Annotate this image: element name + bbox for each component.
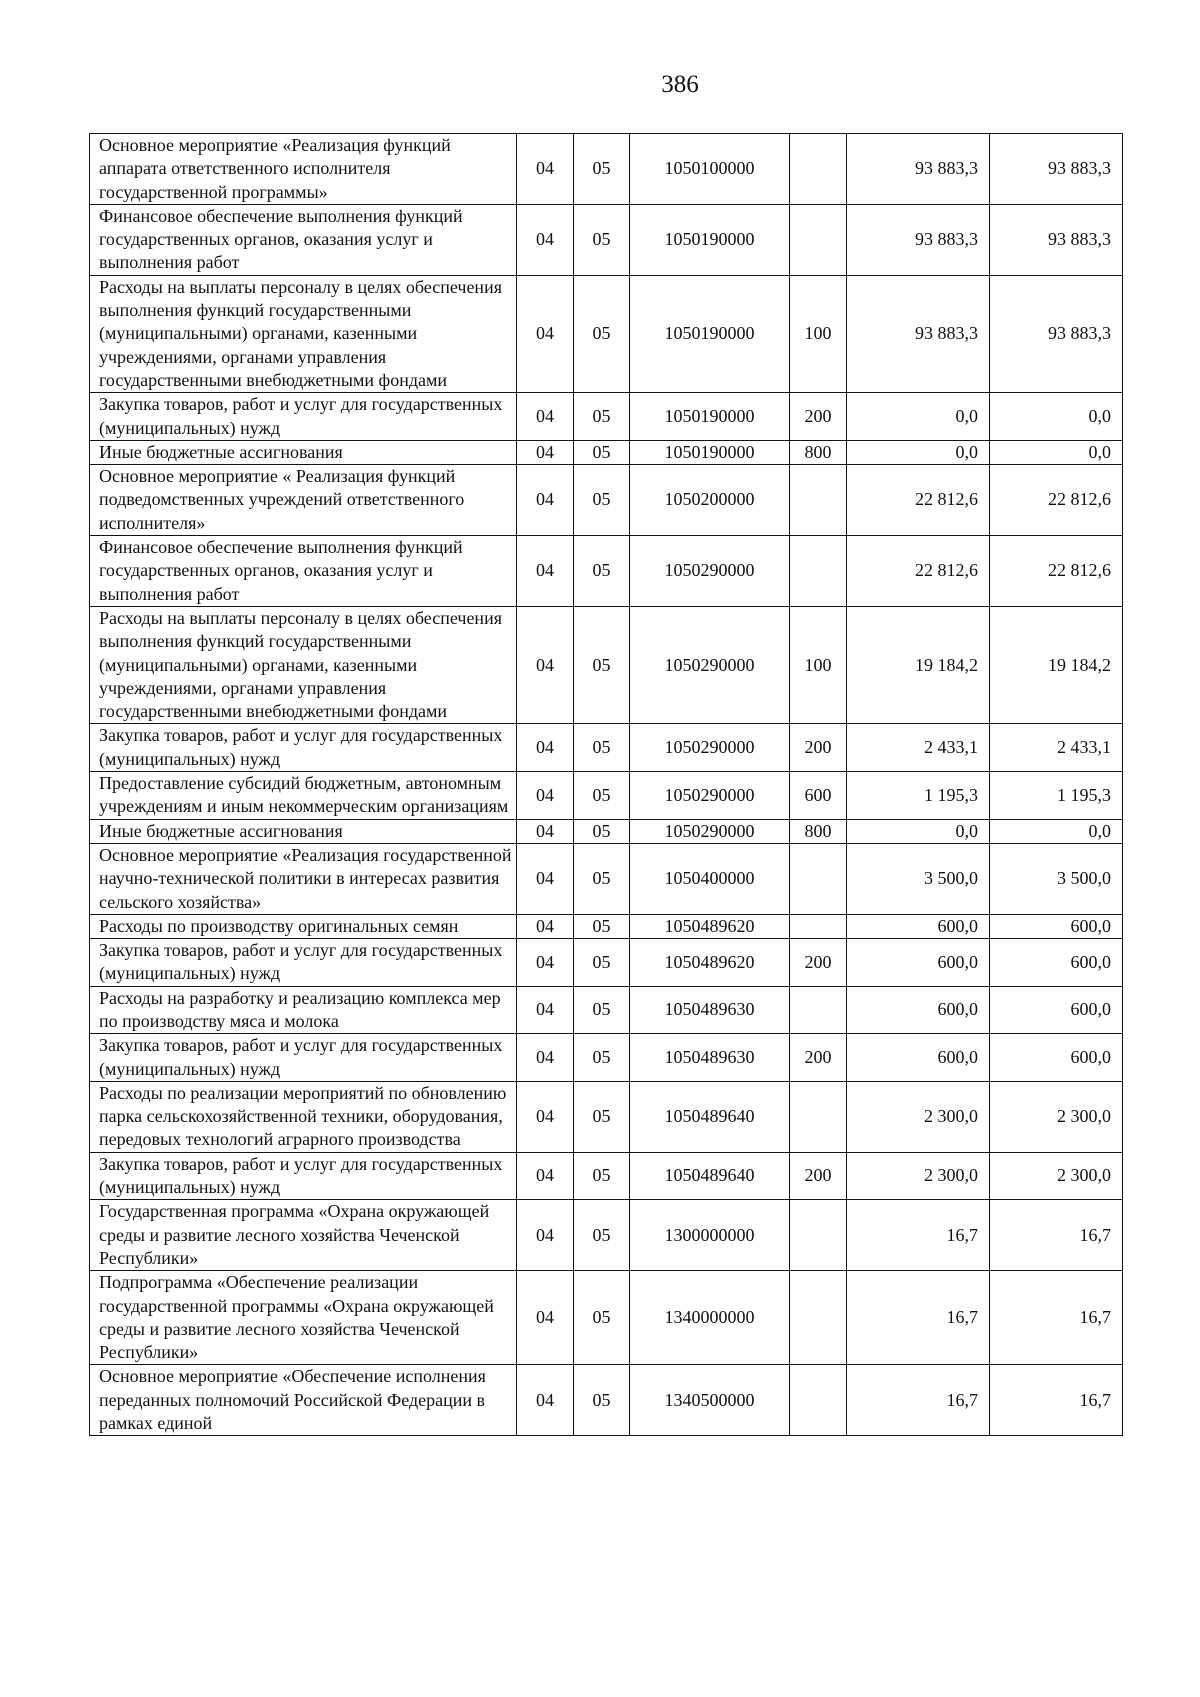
target-article-cell: 1050290000 xyxy=(630,606,790,723)
amount-cell-2: 600,0 xyxy=(990,1034,1123,1082)
table-body xyxy=(90,134,1123,1436)
expense-type-cell xyxy=(790,465,847,536)
budget-table xyxy=(89,133,1123,1436)
row-name-cell: Расходы на выплаты персоналу в целях обеспечения выполнения функций государственными (муниципальными) органами, казенными учреждениями, органами управления государственными внебюджетными фондами xyxy=(90,606,517,723)
subsection-code-cell: 05 xyxy=(574,465,630,536)
expense-type-cell: 100 xyxy=(790,275,847,392)
row-name-cell: Закупка товаров, работ и услуг для государственных (муниципальных) нужд xyxy=(90,1034,517,1082)
amount-cell-1: 2 433,1 xyxy=(847,724,990,772)
amount-cell-2: 22 812,6 xyxy=(990,465,1123,536)
table-row xyxy=(90,393,1123,441)
section-code-cell: 04 xyxy=(517,440,574,464)
subsection-code-cell: 05 xyxy=(574,914,630,938)
amount-cell-1: 600,0 xyxy=(847,939,990,987)
subsection-code-cell: 05 xyxy=(574,1034,630,1082)
subsection-code-cell: 05 xyxy=(574,536,630,607)
amount-cell-1: 3 500,0 xyxy=(847,843,990,914)
target-article-cell: 1050400000 xyxy=(630,843,790,914)
row-name-cell: Иные бюджетные ассигнования xyxy=(90,440,517,464)
target-article-cell: 1050290000 xyxy=(630,819,790,843)
section-code-cell: 04 xyxy=(517,134,574,205)
target-article-cell: 1050290000 xyxy=(630,772,790,820)
section-code-cell: 04 xyxy=(517,1271,574,1365)
subsection-code-cell: 05 xyxy=(574,843,630,914)
expense-type-cell: 800 xyxy=(790,819,847,843)
amount-cell-2: 0,0 xyxy=(990,819,1123,843)
table-row xyxy=(90,914,1123,938)
expense-type-cell xyxy=(790,134,847,205)
target-article-cell: 1050489630 xyxy=(630,986,790,1034)
amount-cell-1: 93 883,3 xyxy=(847,275,990,392)
table-row xyxy=(90,986,1123,1034)
expense-type-cell xyxy=(790,914,847,938)
amount-cell-2: 0,0 xyxy=(990,440,1123,464)
section-code-cell: 04 xyxy=(517,465,574,536)
expense-type-cell xyxy=(790,986,847,1034)
amount-cell-2: 16,7 xyxy=(990,1271,1123,1365)
section-code-cell: 04 xyxy=(517,843,574,914)
subsection-code-cell: 05 xyxy=(574,204,630,275)
amount-cell-1: 600,0 xyxy=(847,914,990,938)
amount-cell-2: 2 300,0 xyxy=(990,1152,1123,1200)
amount-cell-1: 93 883,3 xyxy=(847,204,990,275)
target-article-cell: 1050290000 xyxy=(630,536,790,607)
expense-type-cell xyxy=(790,204,847,275)
expense-type-cell xyxy=(790,1271,847,1365)
target-article-cell: 1050190000 xyxy=(630,440,790,464)
row-name-cell: Закупка товаров, работ и услуг для государственных (муниципальных) нужд xyxy=(90,939,517,987)
subsection-code-cell: 05 xyxy=(574,1200,630,1271)
section-code-cell: 04 xyxy=(517,606,574,723)
amount-cell-2: 3 500,0 xyxy=(990,843,1123,914)
amount-cell-2: 16,7 xyxy=(990,1200,1123,1271)
expense-type-cell: 800 xyxy=(790,440,847,464)
table-row xyxy=(90,939,1123,987)
subsection-code-cell: 05 xyxy=(574,1081,630,1152)
subsection-code-cell: 05 xyxy=(574,1271,630,1365)
amount-cell-2: 19 184,2 xyxy=(990,606,1123,723)
amount-cell-2: 0,0 xyxy=(990,393,1123,441)
target-article-cell: 1050489620 xyxy=(630,914,790,938)
amount-cell-1: 600,0 xyxy=(847,1034,990,1082)
table-row xyxy=(90,275,1123,392)
table-row xyxy=(90,134,1123,205)
amount-cell-1: 2 300,0 xyxy=(847,1081,990,1152)
table-row xyxy=(90,1152,1123,1200)
table-row xyxy=(90,465,1123,536)
expense-type-cell xyxy=(790,1365,847,1436)
section-code-cell: 04 xyxy=(517,536,574,607)
target-article-cell: 1300000000 xyxy=(630,1200,790,1271)
subsection-code-cell: 05 xyxy=(574,772,630,820)
expense-type-cell xyxy=(790,843,847,914)
section-code-cell: 04 xyxy=(517,986,574,1034)
amount-cell-1: 2 300,0 xyxy=(847,1152,990,1200)
subsection-code-cell: 05 xyxy=(574,134,630,205)
amount-cell-2: 2 433,1 xyxy=(990,724,1123,772)
subsection-code-cell: 05 xyxy=(574,275,630,392)
amount-cell-1: 1 195,3 xyxy=(847,772,990,820)
row-name-cell: Основное мероприятие «Реализация функций аппарата ответственного исполнителя государственной программы» xyxy=(90,134,517,205)
table-row xyxy=(90,772,1123,820)
row-name-cell: Закупка товаров, работ и услуг для государственных (муниципальных) нужд xyxy=(90,724,517,772)
section-code-cell: 04 xyxy=(517,1200,574,1271)
row-name-cell: Иные бюджетные ассигнования xyxy=(90,819,517,843)
expense-type-cell xyxy=(790,1200,847,1271)
target-article-cell: 1050489630 xyxy=(630,1034,790,1082)
amount-cell-2: 22 812,6 xyxy=(990,536,1123,607)
amount-cell-2: 600,0 xyxy=(990,914,1123,938)
amount-cell-2: 93 883,3 xyxy=(990,275,1123,392)
row-name-cell: Основное мероприятие «Обеспечение исполнения переданных полномочий Российской Федерации в рамках единой xyxy=(90,1365,517,1436)
amount-cell-1: 19 184,2 xyxy=(847,606,990,723)
row-name-cell: Расходы по реализации мероприятий по обновлению парка сельскохозяйственной техники, оборудования, передовых технологий аграрного производства xyxy=(90,1081,517,1152)
row-name-cell: Закупка товаров, работ и услуг для государственных (муниципальных) нужд xyxy=(90,1152,517,1200)
section-code-cell: 04 xyxy=(517,1034,574,1082)
row-name-cell: Закупка товаров, работ и услуг для государственных (муниципальных) нужд xyxy=(90,393,517,441)
subsection-code-cell: 05 xyxy=(574,986,630,1034)
amount-cell-1: 93 883,3 xyxy=(847,134,990,205)
target-article-cell: 1340000000 xyxy=(630,1271,790,1365)
amount-cell-1: 22 812,6 xyxy=(847,536,990,607)
expense-type-cell xyxy=(790,536,847,607)
section-code-cell: 04 xyxy=(517,204,574,275)
row-name-cell: Основное мероприятие « Реализация функций подведомственных учреждений ответственного исполнителя» xyxy=(90,465,517,536)
row-name-cell: Государственная программа «Охрана окружающей среды и развитие лесного хозяйства Чеченской Республики» xyxy=(90,1200,517,1271)
table-row xyxy=(90,843,1123,914)
target-article-cell: 1050190000 xyxy=(630,275,790,392)
section-code-cell: 04 xyxy=(517,1081,574,1152)
target-article-cell: 1050100000 xyxy=(630,134,790,205)
table-row xyxy=(90,606,1123,723)
expense-type-cell: 200 xyxy=(790,939,847,987)
target-article-cell: 1050290000 xyxy=(630,724,790,772)
table-row xyxy=(90,204,1123,275)
amount-cell-1: 22 812,6 xyxy=(847,465,990,536)
row-name-cell: Расходы на выплаты персоналу в целях обеспечения выполнения функций государственными (муниципальными) органами, казенными учреждениями, органами управления государственными внебюджетными фондами xyxy=(90,275,517,392)
amount-cell-1: 600,0 xyxy=(847,986,990,1034)
section-code-cell: 04 xyxy=(517,1365,574,1436)
expense-type-cell: 200 xyxy=(790,724,847,772)
amount-cell-2: 93 883,3 xyxy=(990,204,1123,275)
expense-type-cell: 200 xyxy=(790,1034,847,1082)
row-name-cell: Финансовое обеспечение выполнения функций государственных органов, оказания услуг и выполнения работ xyxy=(90,536,517,607)
subsection-code-cell: 05 xyxy=(574,1152,630,1200)
section-code-cell: 04 xyxy=(517,724,574,772)
table-row xyxy=(90,536,1123,607)
expense-type-cell: 600 xyxy=(790,772,847,820)
amount-cell-2: 93 883,3 xyxy=(990,134,1123,205)
row-name-cell: Предоставление субсидий бюджетным, автономным учреждениям и иным некоммерческим организациям xyxy=(90,772,517,820)
target-article-cell: 1050190000 xyxy=(630,204,790,275)
subsection-code-cell: 05 xyxy=(574,724,630,772)
table-row xyxy=(90,1200,1123,1271)
amount-cell-1: 16,7 xyxy=(847,1365,990,1436)
section-code-cell: 04 xyxy=(517,819,574,843)
subsection-code-cell: 05 xyxy=(574,440,630,464)
section-code-cell: 04 xyxy=(517,939,574,987)
row-name-cell: Финансовое обеспечение выполнения функций государственных органов, оказания услуг и выполнения работ xyxy=(90,204,517,275)
expense-type-cell: 200 xyxy=(790,393,847,441)
amount-cell-2: 600,0 xyxy=(990,939,1123,987)
table-row xyxy=(90,724,1123,772)
expense-type-cell xyxy=(790,1081,847,1152)
expense-type-cell: 100 xyxy=(790,606,847,723)
section-code-cell: 04 xyxy=(517,1152,574,1200)
amount-cell-1: 0,0 xyxy=(847,819,990,843)
target-article-cell: 1050489640 xyxy=(630,1152,790,1200)
section-code-cell: 04 xyxy=(517,393,574,441)
amount-cell-2: 2 300,0 xyxy=(990,1081,1123,1152)
amount-cell-1: 0,0 xyxy=(847,440,990,464)
target-article-cell: 1050200000 xyxy=(630,465,790,536)
row-name-cell: Расходы на разработку и реализацию комплекса мер по производству мяса и молока xyxy=(90,986,517,1034)
section-code-cell: 04 xyxy=(517,772,574,820)
row-name-cell: Расходы по производству оригинальных семян xyxy=(90,914,517,938)
subsection-code-cell: 05 xyxy=(574,1365,630,1436)
table-row xyxy=(90,440,1123,464)
subsection-code-cell: 05 xyxy=(574,939,630,987)
row-name-cell: Подпрограмма «Обеспечение реализации государственной программы «Охрана окружающей среды и развитие лесного хозяйства Чеченской Республики» xyxy=(90,1271,517,1365)
amount-cell-2: 600,0 xyxy=(990,986,1123,1034)
section-code-cell: 04 xyxy=(517,914,574,938)
target-article-cell: 1050190000 xyxy=(630,393,790,441)
subsection-code-cell: 05 xyxy=(574,393,630,441)
target-article-cell: 1050489640 xyxy=(630,1081,790,1152)
subsection-code-cell: 05 xyxy=(574,819,630,843)
section-code-cell: 04 xyxy=(517,275,574,392)
amount-cell-1: 16,7 xyxy=(847,1200,990,1271)
expense-type-cell: 200 xyxy=(790,1152,847,1200)
table-row xyxy=(90,1365,1123,1436)
table-row xyxy=(90,1271,1123,1365)
amount-cell-2: 1 195,3 xyxy=(990,772,1123,820)
target-article-cell: 1050489620 xyxy=(630,939,790,987)
amount-cell-1: 16,7 xyxy=(847,1271,990,1365)
subsection-code-cell: 05 xyxy=(574,606,630,723)
row-name-cell: Основное мероприятие «Реализация государственной научно-технической политики в интересах развития сельского хозяйства» xyxy=(90,843,517,914)
table-row xyxy=(90,1034,1123,1082)
page-number: 386 xyxy=(661,71,699,98)
target-article-cell: 1340500000 xyxy=(630,1365,790,1436)
table-row xyxy=(90,1081,1123,1152)
amount-cell-2: 16,7 xyxy=(990,1365,1123,1436)
table-row xyxy=(90,819,1123,843)
amount-cell-1: 0,0 xyxy=(847,393,990,441)
